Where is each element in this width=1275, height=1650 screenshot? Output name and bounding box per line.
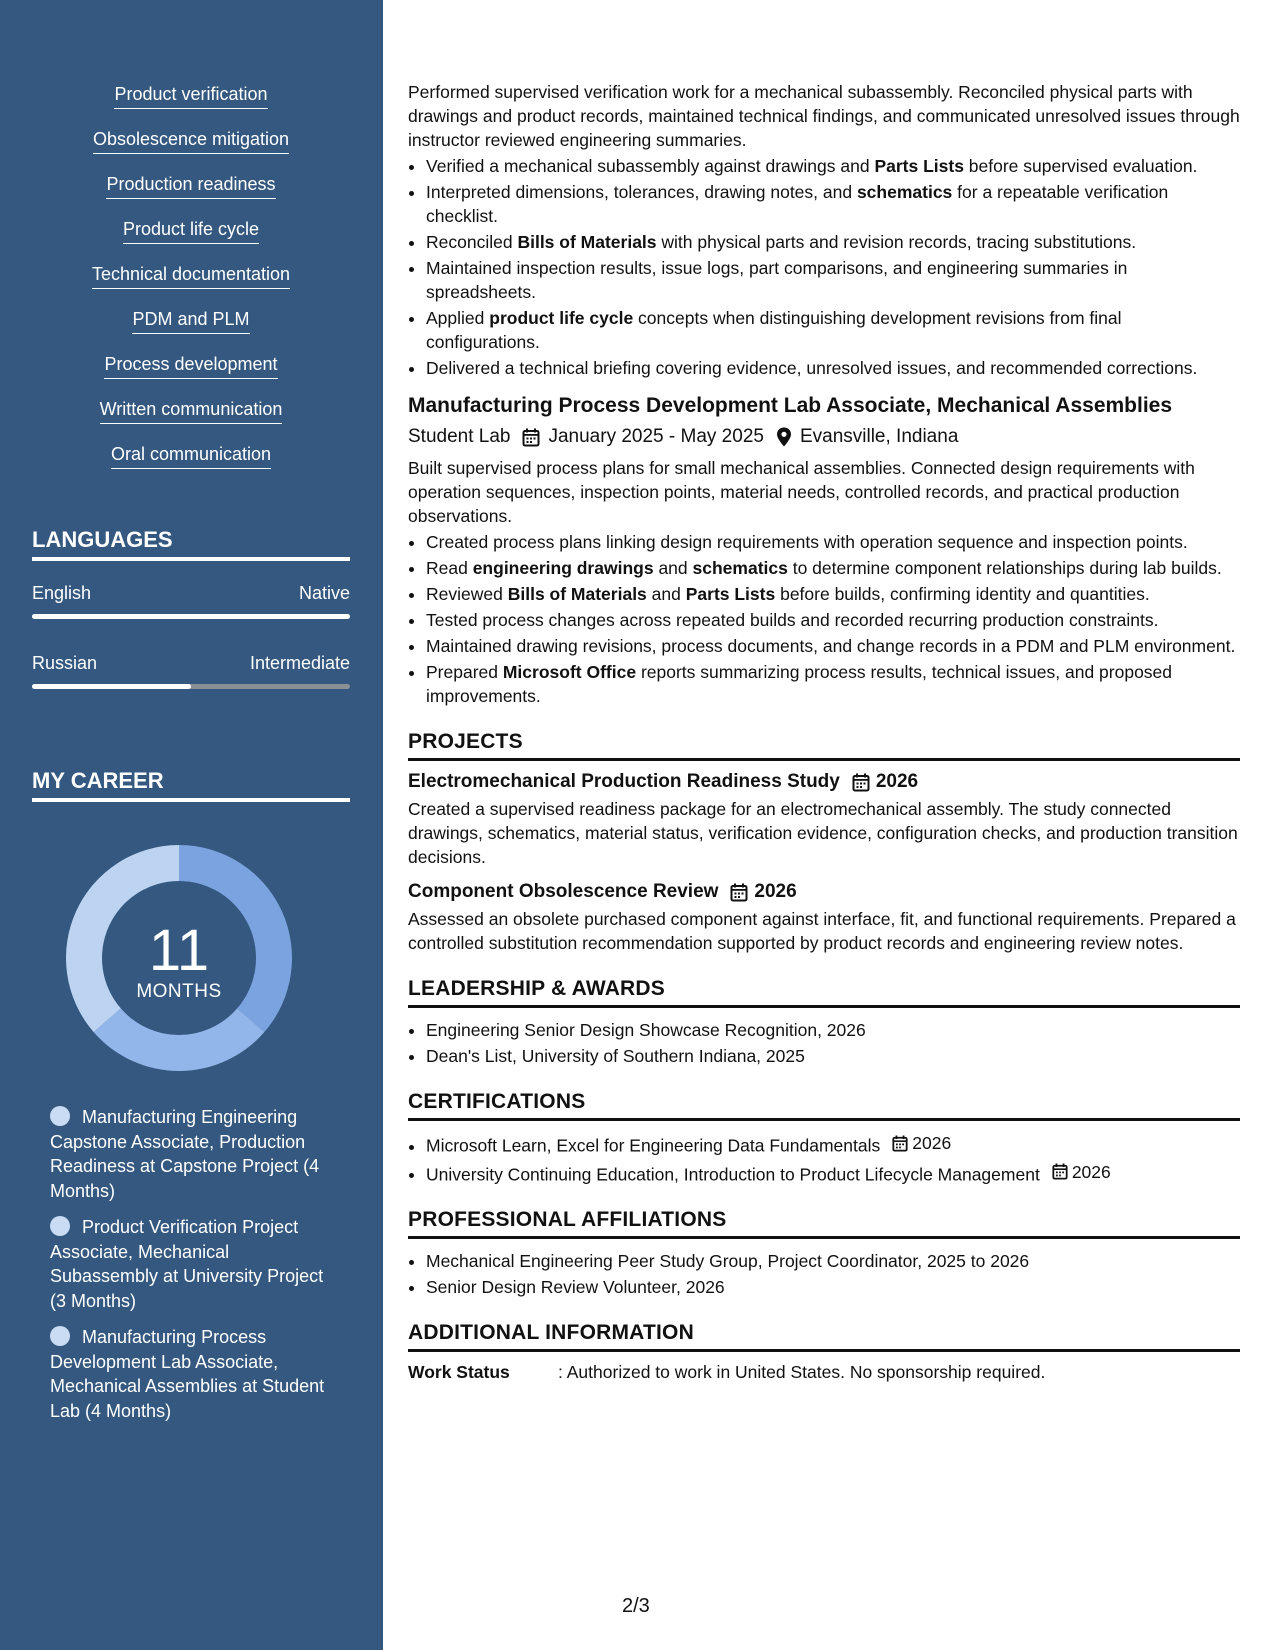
work-status-row <box>408 1362 1240 1383</box>
skills-list <box>32 84 350 489</box>
project-year: 2026 <box>875 771 919 792</box>
language-bar-fill <box>32 614 350 619</box>
project-item <box>408 881 1240 955</box>
affiliations-list <box>408 1249 1240 1299</box>
list-item: • Tested process changes across repeated builds and recorded recurring production constraints. <box>426 608 1240 632</box>
skill-label: Product life cycle <box>123 219 259 244</box>
job2-dates: January 2025 - May 2025 <box>548 426 764 447</box>
career-item <box>50 1215 335 1313</box>
language-bar-fill <box>32 684 191 689</box>
skill-label: Process development <box>104 354 277 379</box>
certifications-list <box>408 1131 1240 1186</box>
affiliations-heading: PROFESSIONAL AFFILIATIONS <box>408 1208 1240 1239</box>
job2-summary: Built supervised process plans for small mechanical assemblies. Connected design requirements with operation sequences, inspection points, material needs, controlled records, and practical production observations. <box>408 458 1195 526</box>
list-item: • Delivered a technical briefing covering evidence, unresolved issues, and recommended corrections. <box>426 356 1240 380</box>
job2-title: Manufacturing Process Development Lab Associate, Mechanical Assemblies <box>408 394 1173 417</box>
list-item: • Maintained drawing revisions, process documents, and change records in a PDM and PLM environment. <box>426 634 1240 658</box>
list-item: • Senior Design Review Volunteer, 2026 <box>426 1275 1240 1299</box>
languages-heading: LANGUAGES <box>32 527 350 561</box>
list-item: • Prepared Microsoft Office reports summarizing process results, technical issues, and proposed improvements. <box>426 660 1240 708</box>
job1-summary: Performed supervised verification work for a mechanical subassembly. Reconciled physical parts with drawings and product records, maintained technical findings, and communicated unresolved issues through instructor reviewed engineering summaries. <box>408 82 1240 150</box>
job1-bullets <box>408 154 1240 380</box>
list-item: • Maintained inspection results, issue logs, part comparisons, and engineering summaries in spreadsheets. <box>426 256 1240 304</box>
language-english <box>32 583 350 619</box>
career-item <box>50 1105 335 1203</box>
project-title: Component Obsolescence Review <box>408 881 719 902</box>
language-level: Native <box>298 583 350 603</box>
bullet-dot-icon <box>50 1326 70 1346</box>
sidebar <box>0 0 383 1650</box>
skill-label: Obsolescence mitigation <box>93 129 289 154</box>
job2-location: Evansville, Indiana <box>799 426 959 447</box>
bullet-dot-icon <box>50 1216 70 1236</box>
skill-item <box>32 309 350 354</box>
language-level: Intermediate <box>249 653 350 673</box>
career-donut-label <box>66 845 292 1071</box>
calendar-icon <box>522 428 540 447</box>
language-name: English <box>32 583 92 603</box>
project-title: Electromechanical Production Readiness Study <box>408 771 840 792</box>
main-content <box>408 0 1240 1383</box>
skill-item <box>32 219 350 264</box>
language-bar <box>32 684 350 689</box>
skill-item <box>32 354 350 399</box>
skill-label: Product verification <box>114 84 267 109</box>
bullet-dot-icon <box>50 1106 70 1126</box>
calendar-icon <box>730 883 748 902</box>
career-item-text: Product Verification Project Associate, Mechanical Subassembly at University Project (3 Months) <box>50 1217 324 1311</box>
list-item: • Read engineering drawings and schematics to determine component relationships during lab builds. <box>426 556 1240 580</box>
career-heading: MY CAREER <box>32 768 350 802</box>
project-description: Created a supervised readiness package for an electromechanical assembly. The study connected drawings, schematics, material status, verification evidence, configuration checks, and production transition decisions. <box>408 799 1238 867</box>
career-list <box>50 1105 335 1435</box>
skill-item <box>32 84 350 129</box>
career-total-unit: MONTHS <box>136 981 222 1002</box>
list-item: • Verified a mechanical subassembly against drawings and Parts Lists before supervised evaluation. <box>426 154 1240 178</box>
page-number: 2/3 <box>622 1595 650 1617</box>
skill-item <box>32 174 350 219</box>
leadership-list <box>408 1018 1240 1068</box>
skill-label: Technical documentation <box>92 264 290 289</box>
job2-company: Student Lab <box>408 426 511 447</box>
skill-label: Oral communication <box>111 444 271 469</box>
skill-item <box>32 399 350 444</box>
language-russian <box>32 653 350 689</box>
additional-info-heading: ADDITIONAL INFORMATION <box>408 1321 1240 1352</box>
list-item: • Interpreted dimensions, tolerances, drawing notes, and schematics for a repeatable verification checklist. <box>426 180 1240 228</box>
calendar-icon <box>892 1135 908 1152</box>
project-description: Assessed an obsolete purchased component against interface, fit, and functional requirements. Prepared a controlled substitution recommendation supported by product records and engineering review notes. <box>408 909 1236 953</box>
list-item: • Reconciled Bills of Materials with physical parts and revision records, tracing substitutions. <box>426 230 1240 254</box>
job2-bullets <box>408 530 1240 708</box>
project-year: 2026 <box>754 881 797 902</box>
list-item: • Applied product life cycle concepts when distinguishing development revisions from final configurations. <box>426 306 1240 354</box>
skill-item <box>32 444 350 489</box>
work-status-value: : Authorized to work in United States. No sponsorship required. <box>558 1362 1046 1382</box>
job2-meta <box>408 426 1240 448</box>
list-item: • Created process plans linking design requirements with operation sequence and inspection points. <box>426 530 1240 554</box>
skill-label: Written communication <box>100 399 283 424</box>
skill-label: Production readiness <box>106 174 275 199</box>
list-item: • Dean's List, University of Southern Indiana, 2025 <box>426 1044 1240 1068</box>
skill-item <box>32 264 350 309</box>
certifications-heading: CERTIFICATIONS <box>408 1090 1240 1121</box>
list-item: • Mechanical Engineering Peer Study Group, Project Coordinator, 2025 to 2026 <box>426 1249 1240 1273</box>
location-pin-icon <box>776 427 792 447</box>
project-item <box>408 771 1240 869</box>
work-status-label: Work Status <box>408 1362 510 1382</box>
list-item: • Engineering Senior Design Showcase Recognition, 2026 <box>426 1018 1240 1042</box>
career-item <box>50 1325 335 1423</box>
calendar-icon <box>852 773 870 792</box>
calendar-icon <box>1052 1163 1068 1180</box>
career-total-number: 11 <box>148 918 210 983</box>
list-item: • Microsoft Learn, Excel for Engineering Data Fundamentals 2026 <box>426 1131 1240 1158</box>
list-item: • Reviewed Bills of Materials and Parts Lists before builds, confirming identity and quantities. <box>426 582 1240 606</box>
projects-heading: PROJECTS <box>408 730 1240 761</box>
language-name: Russian <box>32 653 98 673</box>
list-item: • University Continuing Education, Introduction to Product Lifecycle Management 2026 <box>426 1160 1240 1187</box>
career-item-text: Manufacturing Process Development Lab Associate, Mechanical Assemblies at Student Lab (4 Months) <box>50 1327 325 1421</box>
career-item-text: Manufacturing Engineering Capstone Associate, Production Readiness at Capstone Project (4 Months) <box>50 1107 320 1201</box>
skill-item <box>32 129 350 174</box>
leadership-heading: LEADERSHIP & AWARDS <box>408 977 1240 1008</box>
language-bar <box>32 614 350 619</box>
skill-label: PDM and PLM <box>132 309 249 334</box>
